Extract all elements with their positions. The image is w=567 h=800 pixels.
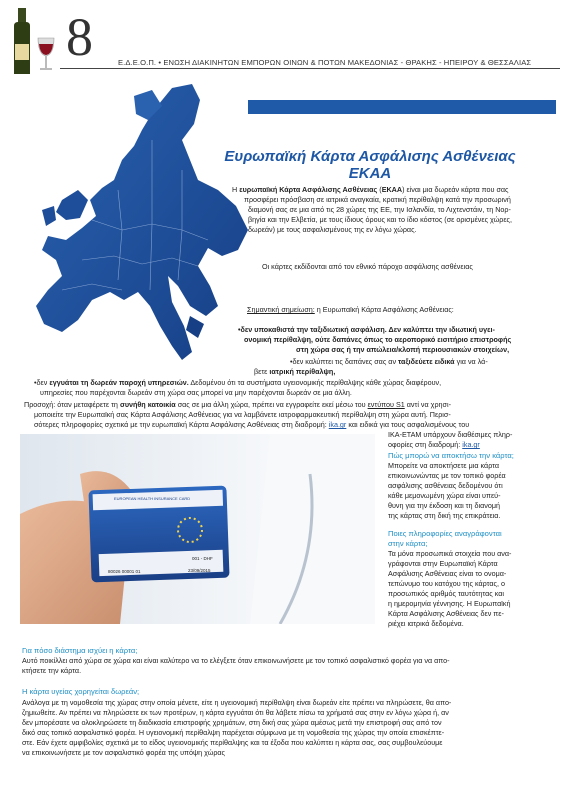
validity-paragraph: Αυτό ποικίλλει από χώρα σε χώρα και είναι καλύτερο να το ελέγξετε όταν επικοινωνήσετε με τον τοπικό ασφαλιστικό φορέα για να απο- κτήσετε την κάρτα.	[22, 656, 450, 675]
heading-how-to-get: Πώς μπορώ να αποκτήσω την κάρτα;	[388, 451, 514, 460]
card-code-right: 23/09/2015	[188, 568, 211, 573]
header-accent-bar	[248, 100, 556, 114]
free-paragraph: Ανάλογα με τη νομοθεσία της χώρας στην οποία μένετε, είτε η υγειονομική περίθαλψη είναι δωρεάν είτε πρέπει να πληρώσετε, θα απο- ζημιωθείτε. Αν πρέπει να πληρώσετε εκ των προτέρων, η κάρτα εγγυάται ότι θα λάβετε πίσω τα χρήματά σας στην εν λόγω χώρα ή, αν δεν μπορέσατε να ολοκληρώσετε τη διαδικασία επιστροφής χρημάτων, στη δική σας χώρα αμέσως μετά την επιστροφή σας από τον δικό σας τοπικό ασφαλιστικό φορέα. Η υγειονομική περίθαλψη παρέχεται σύμφωνα με τη νομοθεσία της χώρας την οποία επισκέπτε- στε. Εάν έχετε αμφιβολίες σχετικά με το είδος υγειονομικής περίθαλψης και τα έξοδα που καλύπτει η κάρτα σας, σας συμβουλεύουμε να επικοινωνήσετε με τον ασφαλιστικό φορέα της υπόψη χώρας	[22, 698, 452, 757]
wine-bottle-icon	[8, 4, 60, 76]
europe-map-illustration	[22, 80, 252, 365]
careful-paragraph: Προσοχή: όταν μεταφέρετε τη συνήθη κατοικία σας σε μια άλλη χώρα, πρέπει να εγγραφείτε εκεί μέσω του εντύπου S1 αντί να χρησι- μοποιείτε την Ευρωπαϊκή σας Κάρτα Ασφάλισης Ασθένειας για να λαμβάνετε ιατροφαρμακευτική περίθαλψη στη χώρα αυτή. Περισ- σότερες πληροφορίες σχετικά με την ευρωπαϊκή Κάρτα Ασφάλισης Ασθένειας στη διαδρομή: ika.gr και ειδικά για τους ασφαλισμένους του	[24, 400, 470, 429]
card-code-mid: 001 - DHF	[192, 556, 213, 561]
bullet-travel-insurance: •δεν υποκαθιστά την ταξιδιωτική ασφάλιση. Δεν καλύπτει την ιδιωτική υγει- ονομική περίθαλψη, ούτε δαπάνες όπως το αεροπορικό εισιτήριο επιστροφής στη χώρα σας ή την απώλεια/κλοπή περιουσιακών στοιχείων,	[238, 325, 512, 354]
issued-by-text: Οι κάρτες εκδίδονται από τον εθνικό πάροχο ασφάλισης ασθένειας	[262, 262, 473, 271]
article-title-line1: Ευρωπαϊκή Κάρτα Ασφάλισης Ασθένειας	[224, 148, 516, 165]
how-paragraph: Μπορείτε να αποκτήσετε μια κάρτα επικοινωνώντας με τον τοπικό φορέα ασφάλισης ασθένειας δεδομένου ότι κάθε μεμονωμένη χώρα είναι υπεύ- θυνη για την έκδοση και τη διανομή της κάρτας στη δική της επικράτεια.	[388, 461, 506, 520]
header-rule	[60, 68, 560, 69]
heading-card-info: Ποιες πληροφορίες αναγράφονται στην κάρτα;	[388, 529, 502, 548]
ika-link[interactable]: ika.gr	[328, 420, 347, 429]
card-code-left: 80026 00001 01	[108, 569, 141, 574]
header-org-line: Ε.Δ.Ε.Ο.Π. • ΕΝΩΣΗ ΔΙΑΚΙΝΗΤΩΝ ΕΜΠΟΡΩΝ ΟΙΝΩΝ & ΠΟΤΩΝ ΜΑΚΕΔΟΝΙΑΣ - ΘΡΑΚΗΣ - ΗΠΕΙΡΟΥ & ΘΕΣΣΑΛΙΑΣ	[118, 58, 532, 67]
card-header-text: EUROPEAN HEALTH INSURANCE CARD	[114, 496, 191, 501]
important-note: Σημαντική σημείωση: η Ευρωπαϊκή Κάρτα Ασφάλισης Ασθένειας:	[247, 305, 454, 314]
article-title-line2: ΕΚΑΑ	[348, 165, 392, 182]
right-column: ΙΚΑ-ΕΤΑΜ υπάρχουν διαθέσιμες πληρ- οφορίες στη διαδρομή: ika.gr Πώς μπορώ να αποκτήσω την κάρτα; Μπορείτε να αποκτήσετε μια κάρτα επικοινωνώντας με τον τοπικό φορέα ασφάλισης ασθένειας δεδομένου ότι κάθε μεμονωμένη χώρα είναι υπεύ- θυνη για την έκδοση και τη διανομή της κάρτας στη δική της επικράτεια. Ποιες πληροφορίες αναγράφονται στην κάρτα; Τα μόνα προσωπικά στοιχεία που ανα- γράφονται στην Ευρωπαϊκή Κάρτα Ασφάλισης Ασθένειας είναι το ονομα- τεπώνυμο του κατόχου της κάρτας, ο προσωπικός αριθμός ταυτότητας και η ημερομηνία γέννησης. Η Ευρωπαϊκή Κάρτα Ασφάλισης Ασθένειας δεν πε- ριέχει ιατρικά δεδομένα.	[388, 430, 564, 629]
bullet-free-services: •δεν εγγυάται τη δωρεάν παροχή υπηρεσιών. Δεδομένου ότι τα συστήματα υγειονομικής περίθαλψης κάθε χώρας διαφέρουν, υπηρεσίες που παρέχονται δωρεάν στη χώρα σας μπορεί να μην παρέχονται δωρεάν σε μια άλλη.	[34, 378, 442, 397]
intro-paragraph: Η ευρωπαϊκή Κάρτα Ασφάλισης Ασθένειας (ΕΚΑΑ) είναι μια δωρεάν κάρτα που σας προσφέρει πρόσβαση σε ιατρικά αναγκαία, κρατική περίθαλψη κατά την προσωρινή διαμονή σας σε μια από τις 28 χώρες της ΕΕ, την Ισλανδία, το Λιχτενστάιν, τη Νορ- βηγία και την Ελβετία, με τους ίδιους όρους και το ίδιο κόστος (σε ορισμένες χώρες, δωρεάν) με τους ασφαλισμένους της εν λόγω χώρας.	[232, 185, 513, 234]
bullet-medical-travel: •δεν καλύπτει τις δαπάνες σας αν ταξιδεύετε ειδικά για να λά- βετε ιατρική περίθαλψη,	[254, 357, 488, 376]
ika-link-2[interactable]: ika.gr	[462, 440, 480, 449]
heading-validity: Για πόσο διάστημα ισχύει η κάρτα;	[22, 646, 138, 655]
page-number: 8	[66, 7, 93, 67]
info-paragraph: Τα μόνα προσωπικά στοιχεία που ανα- γράφονται στην Ευρωπαϊκή Κάρτα Ασφάλισης Ασθένειας είναι το ονομα- τεπώνυμο του κατόχου της κάρτας, ο προσωπικός αριθμός ταυτότητας και η ημερομηνία γέννησης. Η Ευρωπαϊκή Κάρτα Ασφάλισης Ασθένειας δεν πε- ριέχει ιατρικά δεδομένα.	[388, 549, 512, 628]
doctor-holding-card-photo	[20, 434, 375, 624]
heading-free: Η κάρτα υγείας χορηγείται δωρεάν;	[22, 687, 140, 696]
article-title	[180, 148, 560, 182]
